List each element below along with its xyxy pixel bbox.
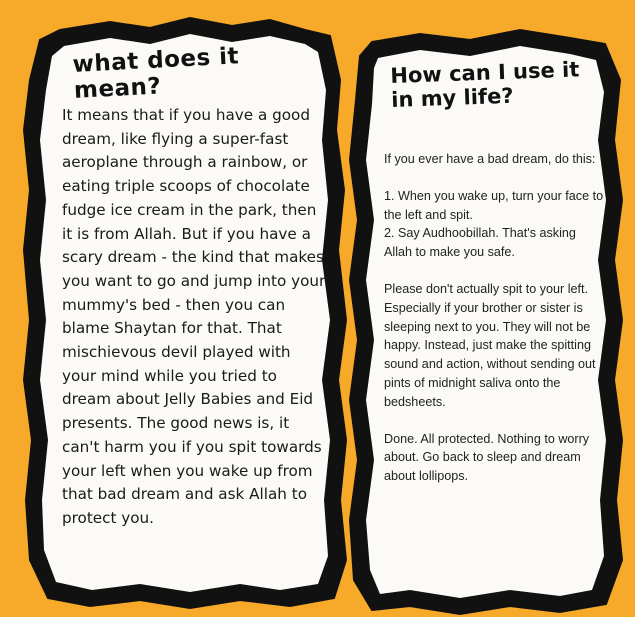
left-card-body bbox=[62, 104, 326, 531]
right-card-body bbox=[384, 150, 604, 486]
right-card-step: 2. Say Audhoobillah. That's asking Allah to make you safe. bbox=[384, 226, 576, 260]
left-card-paragraph: It means that if you have a good dream, like flying a super-fast aeroplane through a rainbow, or eating triple scoops of chocolate fudge ice cream in the park, then it is from Allah. But if you have a scary dream - the kind that makes you want to go and jump into your mummy's bed - then you can blame Shaytan for that. That mischievous devil played with your mind while you tried to dream about Jelly Babies and Eid presents. The good news is, it can't harm you if you spit towards your left when you wake up from that bad dream and ask Allah to protect you. bbox=[62, 106, 326, 527]
left-card-title: what does it mean? bbox=[72, 43, 240, 104]
right-card-paragraph: Please don't actually spit to your left. Especially if your brother or sister is sleeping next to you. They will not be happy. Instead, just make the spitting sound and action, without sending out pints of midnight saliva onto the bedsheets. bbox=[384, 281, 596, 409]
right-card-step: 1. When you wake up, turn your face to the left and spit. bbox=[384, 188, 604, 222]
right-card-title: How can I use it in my life? bbox=[390, 57, 580, 112]
right-card-closing: Done. All protected. Nothing to worry about. Go back to sleep and dream about lollipops. bbox=[384, 431, 590, 484]
right-card-steps bbox=[384, 187, 604, 262]
right-card-intro: If you ever have a bad dream, do this: bbox=[384, 152, 596, 166]
